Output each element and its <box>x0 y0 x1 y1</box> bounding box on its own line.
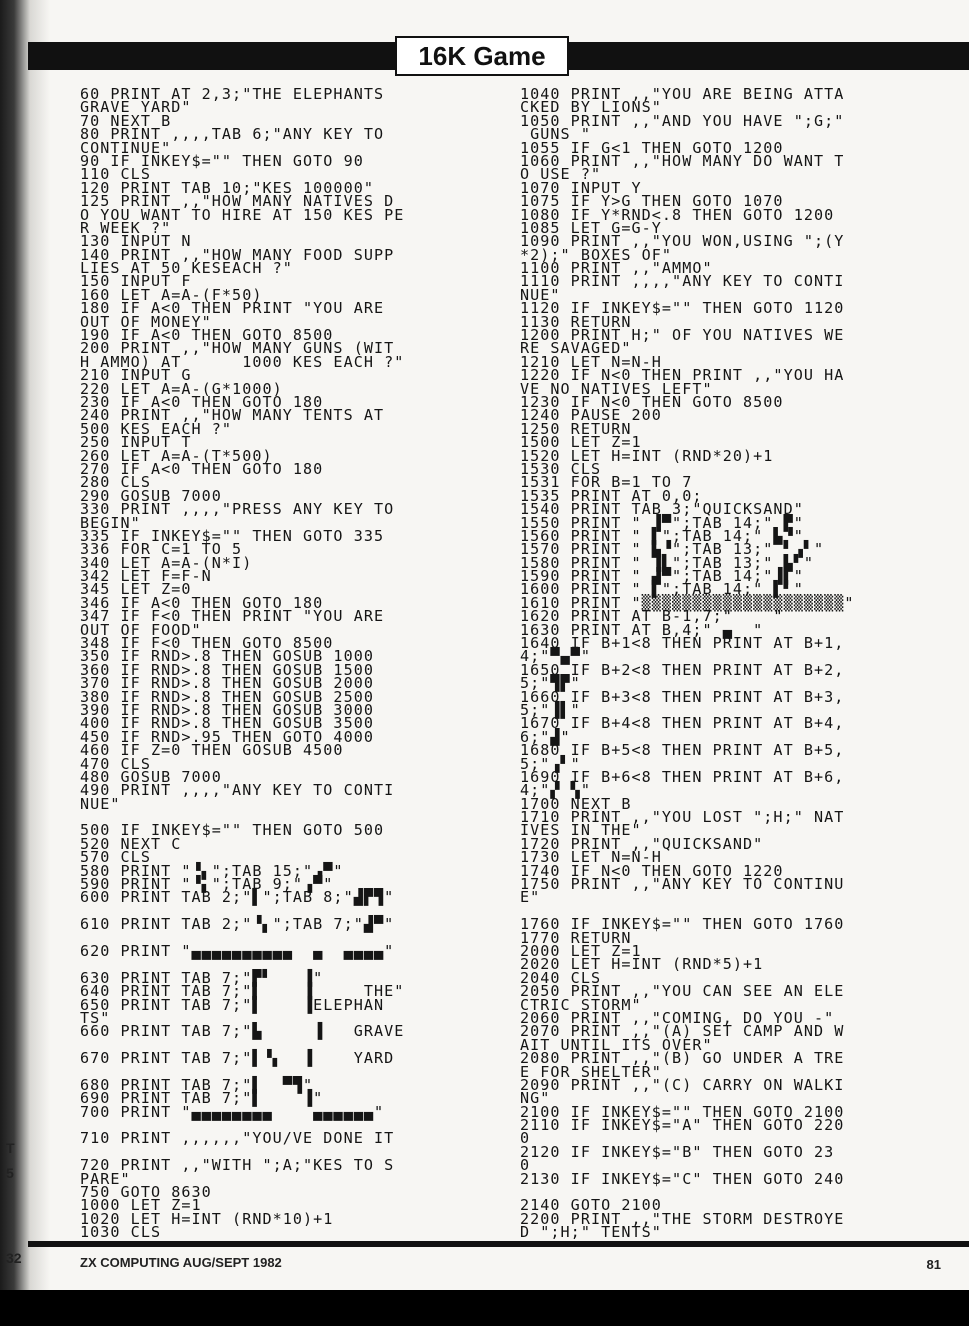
listing-line: 290 GOSUB 7000 <box>80 486 222 505</box>
listing-line: 1240 PAUSE 200 <box>520 406 662 425</box>
scan-border <box>0 1290 969 1326</box>
listing-line: 340 LET A=A-(N*I) <box>80 553 253 572</box>
listing-line: 1220 IF N<0 THEN PRINT ,,"YOU HA <box>520 366 845 385</box>
listing-line: 2200 PRINT ,,"THE STORM DESTROYE <box>520 1209 845 1228</box>
listing-line: 1060 PRINT ,,"HOW MANY DO WANT T <box>520 151 845 170</box>
listing-line: D ";H;" TENTS" <box>520 1223 662 1242</box>
listing-line: 1080 IF Y*RND<.8 THEN GOTO 1200 <box>520 205 835 224</box>
listing-line: 348 IF F<0 THEN GOTO 8500 <box>80 634 334 653</box>
listing-line: 1075 IF Y>G THEN GOTO 1070 <box>520 192 784 211</box>
listing-line: TS" <box>80 1008 111 1027</box>
listing-line: 1690 IF B+6<8 THEN PRINT AT B+6, <box>520 767 845 786</box>
listing-line: CKED BY LIONS" <box>520 98 662 117</box>
listing-line: O USE ?" <box>520 165 602 184</box>
listing-line: 1570 PRINT " ▙▝";TAB 13;" ▘▗▘" <box>520 540 825 559</box>
listing-line: *2);" BOXES OF" <box>520 245 673 264</box>
listing-line: NUE" <box>80 794 121 813</box>
listing-line: 470 CLS <box>80 754 151 773</box>
listing-line: 90 IF INKEY$="" THEN GOTO 90 <box>80 151 364 170</box>
listing-line: 370 IF RND>.8 THEN GOSUB 2000 <box>80 674 374 693</box>
listing-line: 580 PRINT "▝▖";TAB 15;"▗▀" <box>80 861 344 880</box>
listing-line: 230 IF A<0 THEN GOTO 180 <box>80 392 324 411</box>
listing-line: 336 FOR C=1 TO 5 <box>80 540 243 559</box>
section-banner: 16K Game <box>395 36 569 76</box>
listing-line: 1590 PRINT " ▟▀";TAB 14;"▐▌" <box>520 567 804 586</box>
listing-line: 2110 IF INKEY$="A" THEN GOTO 220 <box>520 1116 845 1135</box>
listing-line: PARE" <box>80 1169 131 1188</box>
listing-line: 1070 INPUT Y <box>520 178 642 197</box>
listing-line: 1055 IF G<1 THEN GOTO 1200 <box>520 138 784 157</box>
listing-line: 330 PRINT ,,,,"PRESS ANY KEY TO <box>80 500 395 519</box>
listing-line: 1630 PRINT AT B,4;" ▄ " <box>520 620 764 639</box>
listing-line: 80 PRINT ,,,,TAB 6;"ANY KEY TO <box>80 125 385 144</box>
listing-line: BEGIN" <box>80 513 141 532</box>
listing-line: 125 PRINT ,,"HOW MANY NATIVES D <box>80 192 395 211</box>
listing-line: OUT OF FOOD" <box>80 620 202 639</box>
listing-line: 1760 IF INKEY$="" THEN GOTO 1760 <box>520 915 845 934</box>
listing-line: 750 GOTO 8630 <box>80 1183 212 1202</box>
listing-line: 2080 PRINT ,,"(B) GO UNDER A TRE <box>520 1049 845 1068</box>
listing-line: 1610 PRINT "▒▒▒▒▒▒▒▒▒▒▒▒▒▒▒▒▒▒▒▒" <box>520 593 855 612</box>
listing-line: 2060 PRINT ,,"COMING, DO YOU -" <box>520 1008 835 1027</box>
listing-line: 1020 LET H=INT (RND*10)+1 <box>80 1209 334 1228</box>
listing-line: 1520 LET H=INT (RND*20)+1 <box>520 446 774 465</box>
listing-line: 2040 CLS <box>520 968 602 987</box>
listing-line: 1250 RETURN <box>520 419 632 438</box>
binding-spine <box>0 0 50 1290</box>
listing-line: 4;"▞ ▚" <box>520 781 591 800</box>
listing-line: 1770 RETURN <box>520 928 632 947</box>
listing-line: 670 PRINT TAB 7;"▌▝▖ ▐ YARD <box>80 1049 395 1068</box>
page-number: 81 <box>926 1257 941 1272</box>
listing-line: 1100 PRINT ,,"AMMO" <box>520 259 713 278</box>
listing-line: 1210 LET N=N-H <box>520 352 662 371</box>
listing-line: 120 PRINT TAB 10;"KES 100000" <box>80 178 374 197</box>
listing-line: 500 IF INKEY$="" THEN GOTO 500 <box>80 821 385 840</box>
listing-line: 1730 LET N=N-H <box>520 848 662 867</box>
listing-line: 600 PRINT TAB 2;"▌";TAB 8;"▟▛▜" <box>80 888 395 907</box>
edge-number: 32 <box>6 1250 22 1266</box>
listing-line: 400 IF RND>.8 THEN GOSUB 3500 <box>80 714 374 733</box>
listing-line: 1600 PRINT " ▌";TAB 14;" ▌▘" <box>520 580 804 599</box>
listing-line: 570 CLS <box>80 848 151 867</box>
listing-line: R WEEK ?" <box>80 218 172 237</box>
listing-line: NUE" <box>520 285 561 304</box>
listing-line: 500 KES EACH ?" <box>80 419 233 438</box>
listing-line: 650 PRINT TAB 7;"▌ ▐ELEPHAN <box>80 995 385 1014</box>
listing-line: IVES IN THE" <box>520 821 642 840</box>
listing-line: 1500 LET Z=1 <box>520 433 642 452</box>
listing-line: 1110 PRINT ,,,,"ANY KEY TO CONTI <box>520 272 845 291</box>
listing-line: 160 LET A=A-(F*50) <box>80 285 263 304</box>
listing-line: 280 CLS <box>80 473 151 492</box>
listing-line: NG" <box>520 1089 551 1108</box>
listing-line: 1710 PRINT ,,"YOU LOST ";H;" NAT <box>520 808 845 827</box>
footer-rule <box>28 1241 969 1247</box>
listing-line: 1650 IF B+2<8 THEN PRINT AT B+2, <box>520 660 845 679</box>
listing-line: 660 PRINT TAB 7;"▙ ▐ GRAVE <box>80 1022 405 1041</box>
listing-line: 0 <box>520 1156 531 1175</box>
listing-line: 60 PRINT AT 2,3;"THE ELEPHANTS <box>80 85 385 103</box>
listing-line: 240 PRINT ,,"HOW MANY TENTS AT <box>80 406 385 425</box>
listing-line: 1030 CLS <box>80 1223 162 1242</box>
listing-line: 1620 PRINT AT B-1,7;" " <box>520 607 784 626</box>
listing-line: 1000 LET Z=1 <box>80 1196 202 1215</box>
listing-line: 720 PRINT ,,"WITH ";A;"KES TO S <box>80 1156 395 1175</box>
listing-line: 390 IF RND>.8 THEN GOSUB 3000 <box>80 700 374 719</box>
listing-line: 1120 IF INKEY$="" THEN GOTO 1120 <box>520 299 845 318</box>
listing-line: 5;"▗▘" <box>520 754 581 773</box>
listing-line: VE NO NATIVES LEFT" <box>520 379 713 398</box>
listing-line: 2120 IF INKEY$="B" THEN GOTO 23 <box>520 1142 835 1161</box>
listing-line: 2100 IF INKEY$="" THEN GOTO 2100 <box>520 1102 845 1121</box>
listing-line: 590 PRINT "▝▖";TAB 9;"▗▀" <box>80 875 334 894</box>
listing-line: 345 LET Z=0 <box>80 580 192 599</box>
listing-line: 2090 PRINT ,,"(C) CARRY ON WALKI <box>520 1075 845 1094</box>
listing-line: 1085 LET G=G-Y <box>520 218 662 237</box>
listing-line: 2130 IF INKEY$="C" THEN GOTO 240 <box>520 1169 845 1188</box>
listing-line: 1230 IF N<0 THEN GOTO 8500 <box>520 392 784 411</box>
listing-line: 380 IF RND>.8 THEN GOSUB 2500 <box>80 687 374 706</box>
listing-line: OUT OF MONEY" <box>80 312 212 331</box>
listing-line: H AMMO) AT 1000 KES EACH ?" <box>80 352 405 371</box>
listing-line: 5;"▐▌" <box>520 700 581 719</box>
listing-line: 1540 PRINT TAB 3;"QUICKSAND" <box>520 500 804 519</box>
listing-line: 1720 PRINT ,,"QUICKSAND" <box>520 834 764 853</box>
listing-line: 1670 IF B+4<8 THEN PRINT AT B+4, <box>520 714 845 733</box>
listing-line: 1090 PRINT ,,"YOU WON,USING ";(Y <box>520 232 845 251</box>
listing-line: E FOR SHELTER" <box>520 1062 662 1081</box>
listing-line: E" <box>520 888 541 907</box>
listing-line: 2050 PRINT ,,"YOU CAN SEE AN ELE <box>520 982 845 1001</box>
listing-line: 680 PRINT TAB 7;"▌ ▀▜" <box>80 1075 314 1094</box>
listing-right-column <box>520 85 950 1242</box>
listing-line: 620 PRINT "▄▄▄▄▄▄▄▄▄▄ ▄ ▄▄▄▄" <box>80 942 395 960</box>
listing-line: CTRIC STORM" <box>520 995 642 1014</box>
listing-line: 1535 PRINT AT 0,0; <box>520 486 703 505</box>
listing-line: 450 IF RND>.95 THEN GOTO 4000 <box>80 727 374 746</box>
edge-letter-t: T <box>6 1140 15 1156</box>
listing-line: 1200 PRINT H;" OF YOU NATIVES WE <box>520 326 845 345</box>
listing-line: 220 LET A=A-(G*1000) <box>80 379 283 398</box>
listing-line: 700 PRINT "▄▄▄▄▄▄▄▄ ▄▄▄▄▄▄" <box>80 1102 385 1121</box>
listing-line: 2140 GOTO 2100 <box>520 1196 662 1215</box>
listing-line: 710 PRINT ,,,,,,"YOU/VE DONE IT <box>80 1129 395 1148</box>
listing-line: 342 LET F=F-N <box>80 567 212 586</box>
listing-line: 130 INPUT N <box>80 232 192 251</box>
listing-line: 690 PRINT TAB 7;"▌ ▐" <box>80 1089 324 1108</box>
listing-line: 210 INPUT G <box>80 366 192 385</box>
listing-line: 250 INPUT T <box>80 433 192 452</box>
listing-line: GRAVE YARD" <box>80 98 192 117</box>
listing-line: 260 LET A=A-(T*500) <box>80 446 273 465</box>
listing-line: 1680 IF B+5<8 THEN PRINT AT B+5, <box>520 741 845 760</box>
listing-line: 347 IF F<0 THEN PRINT "YOU ARE <box>80 607 385 626</box>
listing-line: 1640 IF B+1<8 THEN PRINT AT B+1, <box>520 634 845 653</box>
listing-line: 270 IF A<0 THEN GOTO 180 <box>80 459 324 478</box>
listing-line: 1530 CLS <box>520 459 602 478</box>
listing-line: 5;"▜▛" <box>520 674 581 693</box>
listing-line: 1700 NEXT B <box>520 794 632 813</box>
listing-line: O YOU WANT TO HIRE AT 150 KES PE <box>80 205 405 224</box>
listing-line: 610 PRINT TAB 2;"▝▖";TAB 7;"▟▀" <box>80 915 395 934</box>
listing-line: 335 IF INKEY$="" THEN GOTO 335 <box>80 526 385 545</box>
listing-line: GUNS " <box>520 125 591 144</box>
listing-line: 1660 IF B+3<8 THEN PRINT AT B+3, <box>520 687 845 706</box>
magazine-issue: ZX COMPUTING AUG/SEPT 1982 <box>80 1255 282 1270</box>
listing-line: 480 GOSUB 7000 <box>80 767 222 786</box>
listing-line: 490 PRINT ,,,,"ANY KEY TO CONTI <box>80 781 395 800</box>
listing-line: 2020 LET H=INT (RND*5)+1 <box>520 955 764 974</box>
listing-line: 200 PRINT ,,"HOW MANY GUNS (WIT <box>80 339 395 358</box>
listing-line: 1531 FOR B=1 TO 7 <box>520 473 693 492</box>
listing-line: 1580 PRINT " ▐▌";TAB 13;" ▙▘" <box>520 553 814 572</box>
listing-line: 360 IF RND>.8 THEN GOSUB 1500 <box>80 660 374 679</box>
listing-line: 460 IF Z=0 THEN GOSUB 4500 <box>80 741 344 760</box>
listing-line: LIES AT 50 KESEACH ?" <box>80 259 293 278</box>
listing-line: 520 NEXT C <box>80 834 182 853</box>
listing-line: 1560 PRINT " ▌";TAB 14;" ▙▝" <box>520 526 804 545</box>
listing-line: 640 PRINT TAB 7;"▌ ▐ THE" <box>80 982 405 1001</box>
listing-line: 190 IF A<0 THEN GOTO 8500 <box>80 326 334 345</box>
listing-line: RE SAVAGED" <box>520 339 632 358</box>
listing-line: 2000 LET Z=1 <box>520 942 642 960</box>
listing-line: 2070 PRINT ,,"(A) SET CAMP AND W <box>520 1022 845 1041</box>
listing-line: 6;"▟" <box>520 727 571 746</box>
listing-line: 1050 PRINT ,,"AND YOU HAVE ";G;" <box>520 111 845 130</box>
listing-line: 4;"▀▄▀" <box>520 647 591 666</box>
listing-line: 1040 PRINT ,,"YOU ARE BEING ATTA <box>520 85 845 103</box>
listing-line: 1550 PRINT " ▐▀";TAB 14;" ▛" <box>520 513 804 532</box>
listing-line: CONTINUE" <box>80 138 172 157</box>
listing-line: 180 IF A<0 THEN PRINT "YOU ARE <box>80 299 385 318</box>
listing-line: 350 IF RND>.8 THEN GOSUB 1000 <box>80 647 374 666</box>
listing-left-column <box>80 85 500 1242</box>
listing-line: 630 PRINT TAB 7;"▛▘ ▐" <box>80 968 324 987</box>
listing-line: 70 NEXT B <box>80 111 172 130</box>
listing-line: 1740 IF N<0 THEN GOTO 1220 <box>520 861 784 880</box>
listing-line: 0 <box>520 1129 531 1148</box>
listing-line: 1750 PRINT ,,"ANY KEY TO CONTINU <box>520 875 845 894</box>
listing-line: 140 PRINT ,,"HOW MANY FOOD SUPP <box>80 245 395 264</box>
listing-line: 110 CLS <box>80 165 151 184</box>
listing-line: 150 INPUT F <box>80 272 192 291</box>
edge-letter-s: 5 <box>6 1165 14 1181</box>
listing-line: 1130 RETURN <box>520 312 632 331</box>
listing-line: 346 IF A<0 THEN GOTO 180 <box>80 593 324 612</box>
listing-line: AIT UNTIL ITS OVER" <box>520 1035 713 1054</box>
